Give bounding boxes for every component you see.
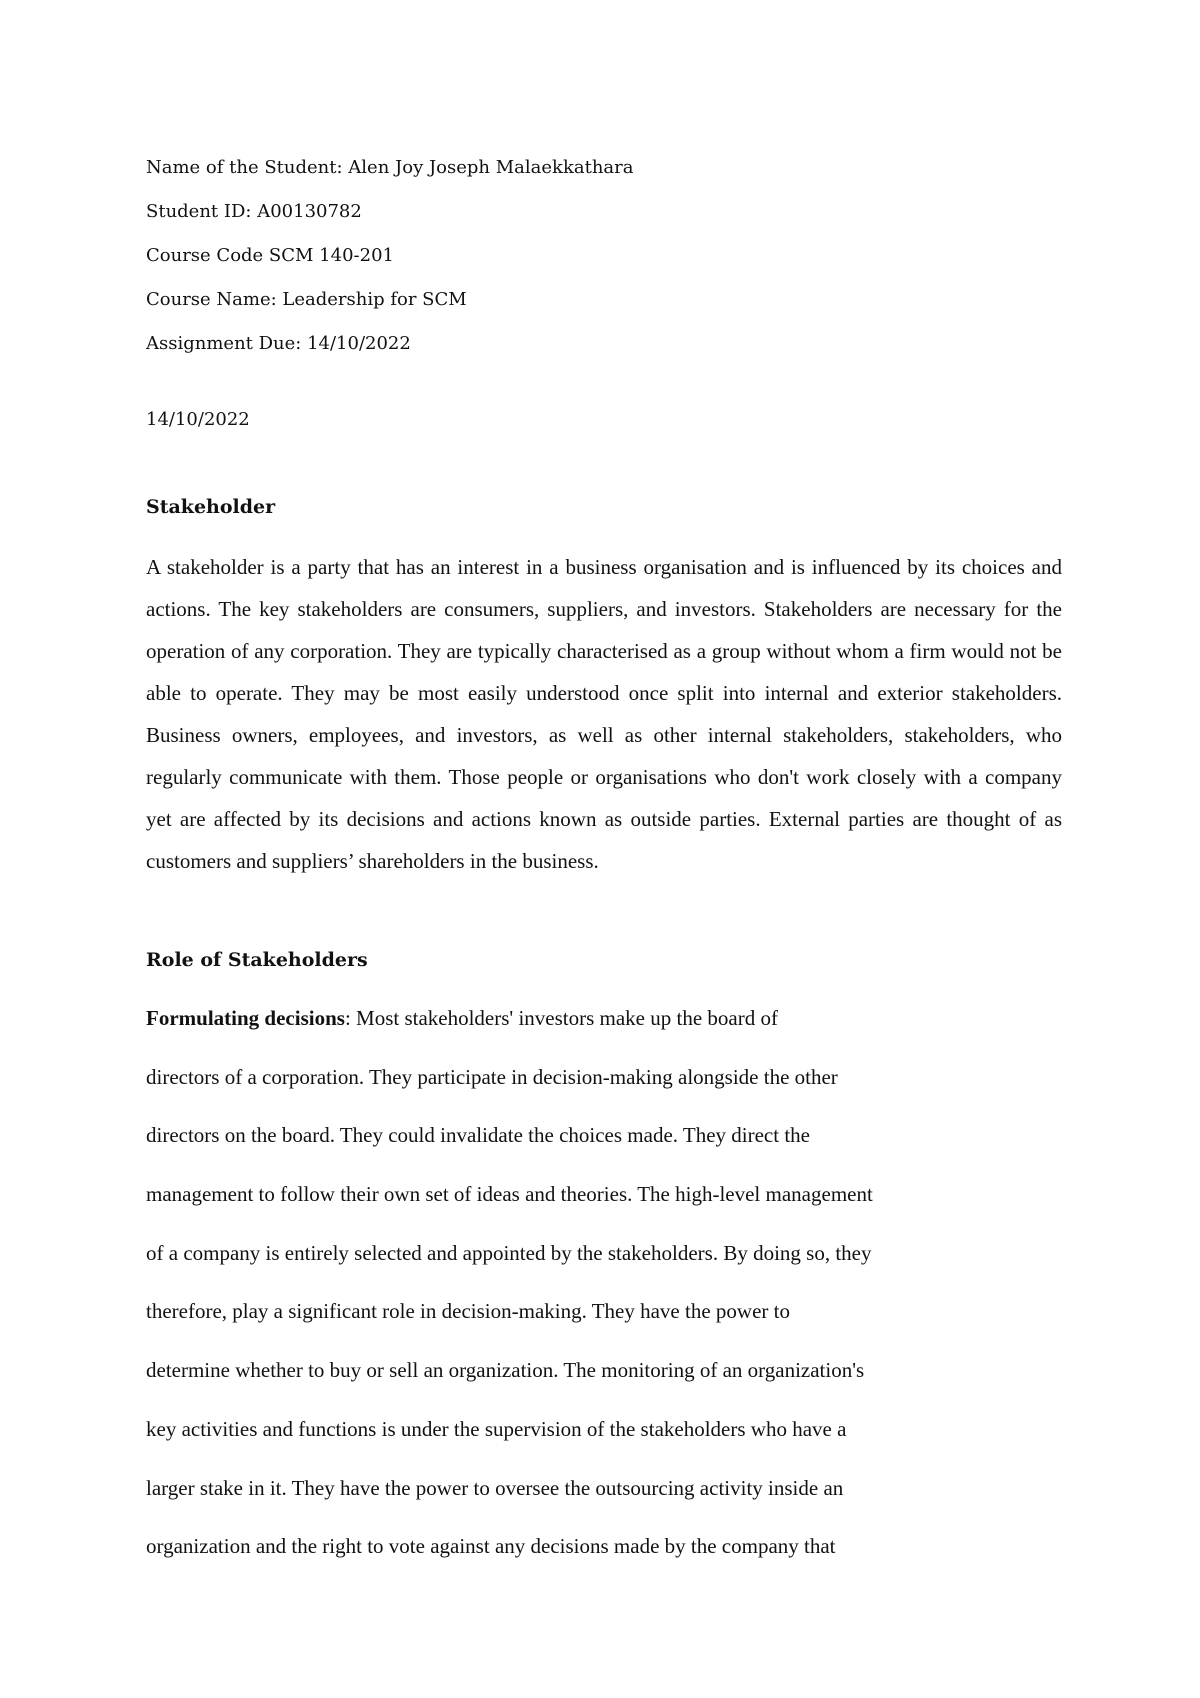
paragraph-line: directors on the board. They could invalidate the choices made. They direct the — [146, 1123, 810, 1148]
student-name: Name of the Student: Alen Joy Joseph Malaekkathara — [146, 157, 634, 178]
lead-bold-term: Formulating decisions — [146, 1006, 345, 1030]
stakeholder-paragraph: A stakeholder is a party that has an interest in a business organisation and is influenced by its choices and actions. The key stakeholders are consumers, suppliers, and investors. Stakeholders are necessary for the operation of any corporation. They are typically characterised as a group without whom a firm would not be able to operate. They may be most easily understood once split into internal and exterior stakeholders. Business owners, employees, and investors, as well as other internal stakeholders, stakeholders, who regularly communicate with them. Those people or organisations who don't work closely with a company yet are affected by its decisions and actions known as outside parties. External parties are thought of as customers and suppliers’ shareholders in the business. — [146, 555, 1062, 873]
role-paragraph — [146, 1000, 1066, 1587]
paragraph-line: key activities and functions is under the supervision of the stakeholders who have a — [146, 1416, 847, 1441]
paragraph-line: larger stake in it. They have the power to oversee the outsourcing activity inside an — [146, 1475, 844, 1500]
paragraph-line: directors of a corporation. They participate in decision-making alongside the other — [146, 1064, 838, 1089]
course-name: Course Name: Leadership for SCM — [146, 289, 467, 310]
document-date: 14/10/2022 — [146, 409, 250, 430]
student-info-block — [146, 146, 1066, 366]
paragraph-line: therefore, play a significant role in decision-making. They have the power to — [146, 1299, 790, 1324]
section-heading-stakeholder: Stakeholder — [146, 496, 276, 518]
assignment-due: Assignment Due: 14/10/2022 — [146, 333, 411, 354]
paragraph-line: of a company is entirely selected and appointed by the stakeholders. By doing so, they — [146, 1240, 872, 1265]
student-id: Student ID: A00130782 — [146, 201, 362, 222]
paragraph-line: management to follow their own set of ideas and theories. The high-level management — [146, 1182, 873, 1207]
line-text: : Most stakeholders' investors make up the board of — [344, 1006, 778, 1030]
course-code: Course Code SCM 140-201 — [146, 245, 394, 266]
paragraph-line: determine whether to buy or sell an organization. The monitoring of an organization's — [146, 1358, 865, 1383]
paragraph-line — [146, 1000, 1066, 1059]
paragraph-line: organization and the right to vote against any decisions made by the company that — [146, 1534, 836, 1559]
section-heading-role: Role of Stakeholders — [146, 949, 368, 971]
